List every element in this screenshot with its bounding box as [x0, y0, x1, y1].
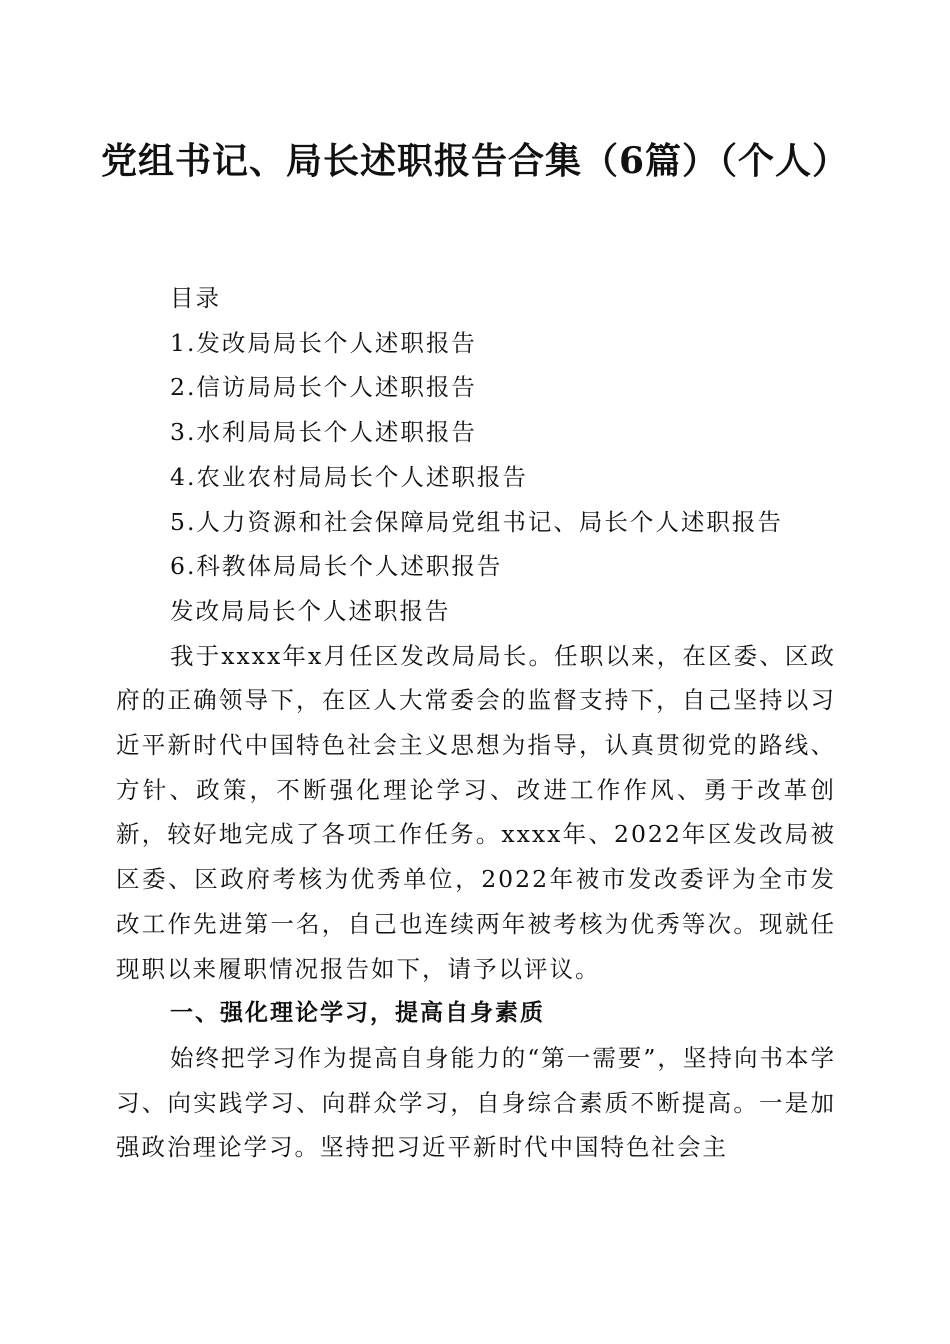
toc-item: 4.农业农村局局长个人述职报告 — [170, 462, 528, 491]
toc-item: 1.发改局局长个人述职报告 — [170, 328, 477, 357]
document-title: 党组书记、局长述职报告合集（6篇）（个人） — [100, 140, 850, 182]
section-title: 发改局局长个人述职报告 — [170, 596, 451, 625]
toc-item: 2.信访局局长个人述职报告 — [170, 373, 477, 402]
body-paragraph: 我于xxxx年x月任区发改局局长。任职以来，在区委、区政府的正确领导下，在区人大常委会的监督支持下，自己坚持以习近平新时代中国特色社会主义思想为指导，认真贯彻党的路线、方针、政策，不断强化理论学习、改进工作作风、勇于改革创新，较好地完成了各项工作任务。xxxx年、2022年区发改局被区委、区政府考核为优秀单位，2022年被市发改委评为全市发改工作先进第一名，自己也连续两年被考核为优秀等次。现就任现职以来履职情况报告如下，请予以评议。 — [116, 641, 836, 983]
section-heading: 一、强化理论学习，提高自身素质 — [170, 1000, 545, 1027]
toc-item: 6.科教体局局长个人述职报告 — [170, 552, 503, 581]
document-body — [116, 276, 836, 1170]
toc-item: 5.人力资源和社会保障局党组书记、局长个人述职报告 — [170, 507, 783, 536]
toc-item: 3.水利局局长个人述职报告 — [170, 418, 477, 447]
body-paragraph: 始终把学习作为提高自身能力的“第一需要”，坚持向书本学习、向实践学习、向群众学习，自身综合素质不断提高。一是加强政治理论学习。坚持把习近平新时代中国特色社会主 — [116, 1043, 836, 1162]
toc-label: 目录 — [170, 284, 221, 312]
